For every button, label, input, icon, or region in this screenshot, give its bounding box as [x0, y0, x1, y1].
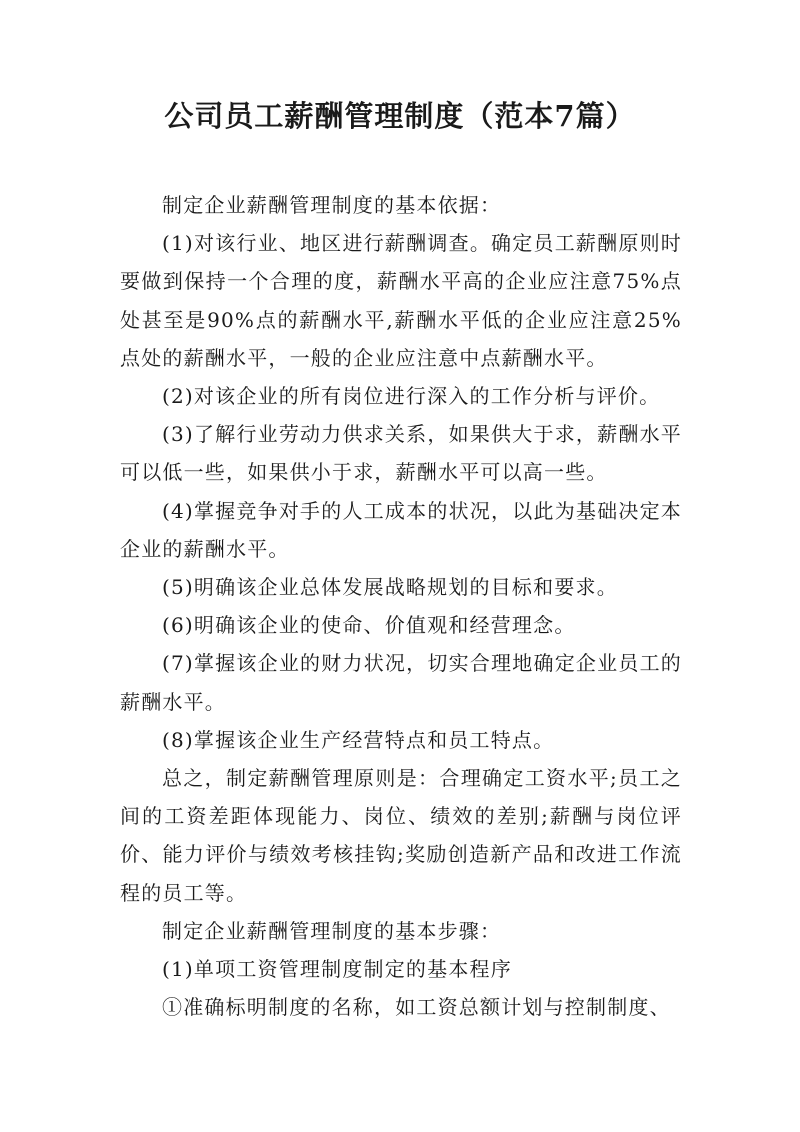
- paragraph-steps-heading: 制定企业薪酬管理制度的基本步骤：: [162, 918, 502, 943]
- paragraph-item-8: (8)掌握该企业生产经营特点和员工特点。: [162, 727, 555, 752]
- paragraph-item-6: (6)明确该企业的使命、价值观和经营理念。: [162, 613, 576, 638]
- paragraph-summary: 总之，制定薪酬管理原则是：合理确定工资水平;员工之间的工资差距体现能力、岗位、绩效的差别;薪酬与岗位评价、能力评价与绩效考核挂钩;奖励创造新产品和改进工作流程的员工等。: [120, 766, 682, 905]
- document-body: [120, 186, 682, 1026]
- document-title: 公司员工薪酬管理制度（范本7篇）: [164, 99, 636, 133]
- paragraph-step-1-sub-1: ①准确标明制度的名称，如工资总额计划与控制制度、: [162, 995, 671, 1020]
- paragraph-item-2: (2)对该企业的所有岗位进行深入的工作分析与评价。: [162, 384, 661, 409]
- paragraph-item-5: (5)明确该企业总体发展战略规划的目标和要求。: [162, 575, 618, 600]
- paragraph-basis-heading: 制定企业薪酬管理制度的基本依据：: [162, 193, 502, 217]
- paragraph-step-1: (1)单项工资管理制度制定的基本程序: [162, 957, 512, 982]
- paragraph-item-3: (3)了解行业劳动力供求关系，如果供大于求，薪酬水平可以低一些，如果供小于求，薪酬水平可以高一些。: [120, 422, 682, 485]
- paragraph-item-4: (4)掌握竞争对手的人工成本的状况，以此为基础决定本企业的薪酬水平。: [120, 498, 682, 561]
- paragraph-item-7: (7)掌握该企业的财力状况，切实合理地确定企业员工的薪酬水平。: [120, 651, 682, 714]
- paragraph-item-1: (1)对该行业、地区进行薪酬调查。确定员工薪酬原则时要做到保持一个合理的度，薪酬水平高的企业应注意75%点处甚至是90%点的薪酬水平,薪酬水平低的企业应注意25%点处的薪酬水平，一般的企业应注意中点薪酬水平。: [120, 231, 682, 370]
